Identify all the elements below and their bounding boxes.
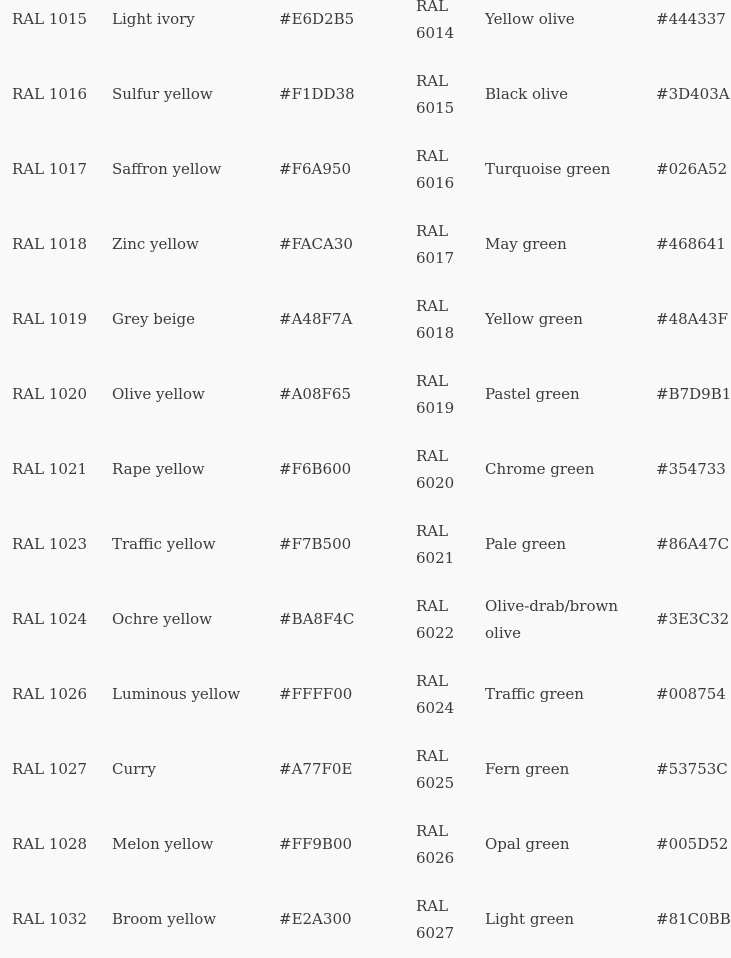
hex-code-cell: #F6A950 xyxy=(279,160,351,178)
color-name-cell xyxy=(485,732,650,807)
color-name-cell xyxy=(485,357,650,432)
color-name-cell: Zinc yellow xyxy=(112,235,199,253)
color-name-line: Fern green xyxy=(485,760,570,778)
color-name-cell xyxy=(485,807,650,882)
ral-code-cell: RAL 1021 xyxy=(12,460,88,478)
ral-code-prefix: RAL xyxy=(416,221,449,240)
ral-code-number: 6018 xyxy=(416,323,455,342)
color-name-cell xyxy=(485,282,650,357)
color-name-line: Yellow olive xyxy=(485,10,575,28)
ral-code-cell: RAL 1027 xyxy=(12,760,88,778)
hex-code-cell: #FACA30 xyxy=(279,235,353,253)
ral-code-cell xyxy=(416,357,476,432)
ral-code-prefix: RAL xyxy=(416,896,449,915)
ral-code-prefix: RAL xyxy=(416,746,449,765)
color-name-cell xyxy=(485,582,650,657)
color-name-cell: Light ivory xyxy=(112,10,195,28)
color-name-cell: Olive yellow xyxy=(112,385,205,403)
hex-code-cell: #F1DD38 xyxy=(279,85,355,103)
ral-code-prefix: RAL xyxy=(416,371,449,390)
hex-code-cell: #005D52 xyxy=(656,835,729,853)
ral-code-cell: RAL 1024 xyxy=(12,610,88,628)
ral-code-cell: RAL 1028 xyxy=(12,835,88,853)
ral-code-cell xyxy=(416,657,476,732)
table-row xyxy=(0,657,731,732)
ral-code-cell xyxy=(416,432,476,507)
color-name-cell xyxy=(485,507,650,582)
table-row xyxy=(0,132,731,207)
hex-code-cell: #E2A300 xyxy=(279,910,352,928)
ral-code-cell xyxy=(416,57,476,132)
color-name-line: Chrome green xyxy=(485,460,595,478)
hex-code-cell: #86A47C xyxy=(656,535,730,553)
ral-code-prefix: RAL xyxy=(416,296,449,315)
color-name-cell: Melon yellow xyxy=(112,835,214,853)
ral-code-prefix: RAL xyxy=(416,821,449,840)
color-name-cell: Curry xyxy=(112,760,156,778)
hex-code-cell: #A08F65 xyxy=(279,385,351,403)
color-name-cell: Rape yellow xyxy=(112,460,205,478)
ral-code-number: 6019 xyxy=(416,398,455,417)
hex-code-cell: #48A43F xyxy=(656,310,728,328)
ral-code-cell: RAL 1015 xyxy=(12,10,88,28)
table-row xyxy=(0,732,731,807)
color-name-cell xyxy=(485,657,650,732)
hex-code-cell: #81C0BB xyxy=(656,910,731,928)
table-row xyxy=(0,882,731,957)
hex-code-cell: #008754 xyxy=(656,685,726,703)
ral-code-cell xyxy=(416,582,476,657)
ral-code-number: 6022 xyxy=(416,623,455,642)
color-name-line: Pastel green xyxy=(485,385,580,403)
ral-code-cell xyxy=(416,807,476,882)
ral-code-cell: RAL 1026 xyxy=(12,685,88,703)
ral-code-prefix: RAL xyxy=(416,671,449,690)
hex-code-cell: #FFFF00 xyxy=(279,685,353,703)
ral-code-prefix: RAL xyxy=(416,521,449,540)
color-name-cell: Grey beige xyxy=(112,310,196,328)
ral-code-cell xyxy=(416,507,476,582)
color-name-line: Turquoise green xyxy=(485,160,611,178)
color-name-cell xyxy=(485,0,650,57)
ral-code-cell: RAL 1023 xyxy=(12,535,88,553)
table-row xyxy=(0,57,731,132)
ral-code-cell xyxy=(416,132,476,207)
color-name-line: Opal green xyxy=(485,835,570,853)
hex-code-cell: #E6D2B5 xyxy=(279,10,355,28)
ral-code-number: 6020 xyxy=(416,473,455,492)
table-row xyxy=(0,357,731,432)
color-name-cell: Ochre yellow xyxy=(112,610,212,628)
hex-code-cell: #354733 xyxy=(656,460,726,478)
ral-code-cell: RAL 1016 xyxy=(12,85,88,103)
ral-code-number: 6025 xyxy=(416,773,455,792)
hex-code-cell: #3E3C32 xyxy=(656,610,730,628)
hex-code-cell: #A77F0E xyxy=(279,760,353,778)
ral-code-cell: RAL 1019 xyxy=(12,310,88,328)
color-name-line: Black olive xyxy=(485,85,568,103)
hex-code-cell: #FF9B00 xyxy=(279,835,353,853)
color-name-line: Traffic green xyxy=(485,685,584,703)
hex-code-cell: #444337 xyxy=(656,10,726,28)
ral-code-cell: RAL 1020 xyxy=(12,385,88,403)
ral-code-prefix: RAL xyxy=(416,0,449,15)
ral-code-number: 6014 xyxy=(416,23,455,42)
hex-code-cell: #BA8F4C xyxy=(279,610,355,628)
ral-code-number: 6016 xyxy=(416,173,455,192)
color-name-line: Light green xyxy=(485,910,575,928)
table-row xyxy=(0,507,731,582)
hex-code-cell: #468641 xyxy=(656,235,726,253)
table-row xyxy=(0,207,731,282)
ral-code-cell xyxy=(416,882,476,957)
ral-code-prefix: RAL xyxy=(416,71,449,90)
color-name-line: Olive-drab/brown xyxy=(485,596,618,615)
color-name-cell xyxy=(485,132,650,207)
table-row xyxy=(0,282,731,357)
table-row xyxy=(0,432,731,507)
color-name-cell: Saffron yellow xyxy=(112,160,222,178)
ral-code-cell: RAL 1018 xyxy=(12,235,88,253)
table-row xyxy=(0,807,731,882)
ral-code-prefix: RAL xyxy=(416,596,449,615)
color-name-cell xyxy=(485,432,650,507)
ral-code-number: 6024 xyxy=(416,698,455,717)
ral-code-number: 6015 xyxy=(416,98,455,117)
color-name-line: Pale green xyxy=(485,535,566,553)
hex-code-cell: #F7B500 xyxy=(279,535,352,553)
color-name-line: Yellow green xyxy=(485,310,583,328)
color-name-cell xyxy=(485,207,650,282)
ral-code-cell xyxy=(416,207,476,282)
hex-code-cell: #B7D9B1 xyxy=(656,385,731,403)
hex-code-cell: #53753C xyxy=(656,760,728,778)
ral-code-cell: RAL 1017 xyxy=(12,160,88,178)
color-name-cell xyxy=(485,57,650,132)
color-name-cell: Traffic yellow xyxy=(112,535,216,553)
ral-code-prefix: RAL xyxy=(416,146,449,165)
ral-code-number: 6021 xyxy=(416,548,455,567)
hex-code-cell: #3D403A xyxy=(656,85,730,103)
ral-code-number: 6017 xyxy=(416,248,455,267)
ral-code-number: 6027 xyxy=(416,923,455,942)
color-name-cell xyxy=(485,882,650,957)
ral-code-cell xyxy=(416,0,476,57)
color-name-line: olive xyxy=(485,623,521,642)
color-name-cell: Sulfur yellow xyxy=(112,85,213,103)
ral-code-prefix: RAL xyxy=(416,446,449,465)
color-name-line: May green xyxy=(485,235,567,253)
ral-code-cell xyxy=(416,282,476,357)
color-name-cell: Broom yellow xyxy=(112,910,217,928)
color-name-cell: Luminous yellow xyxy=(112,685,241,703)
table-row xyxy=(0,0,731,57)
ral-code-number: 6026 xyxy=(416,848,455,867)
hex-code-cell: #A48F7A xyxy=(279,310,353,328)
table-row xyxy=(0,582,731,657)
ral-code-cell xyxy=(416,732,476,807)
hex-code-cell: #026A52 xyxy=(656,160,728,178)
hex-code-cell: #F6B600 xyxy=(279,460,352,478)
ral-code-cell: RAL 1032 xyxy=(12,910,88,928)
